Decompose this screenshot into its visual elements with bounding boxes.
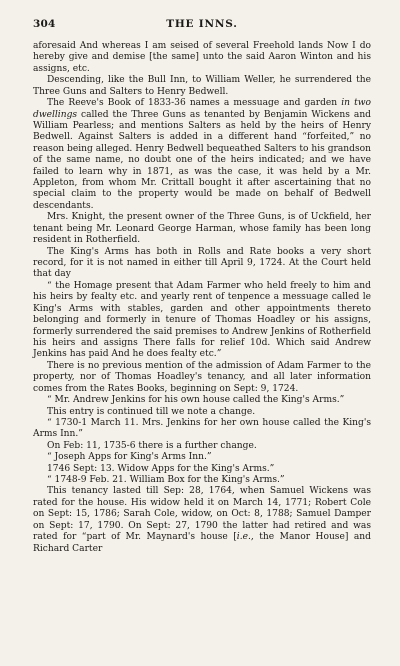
paragraph-2: Descending, like the Bull Inn, to William Weller, he surrendered the Three Guns and Salters to Henry Bedwell. [33, 75, 371, 97]
paragraph-7: There is no previous mention of the admission of Adam Farmer to the property, nor of Thomas Hoadley's tenancy, and all later information comes from the Rates Books, beginning on Sept: 9, 1724. [33, 360, 371, 394]
paragraph-3-lead: The Reeve's Book of 1833-36 names a messuage and garden [47, 98, 342, 109]
entry-1746: 1746 Sept: 13. Widow Apps for the King's Arms.” [47, 463, 275, 474]
quoted-entry-1748: “ 1748-9 Feb. 21. William Box for the King's Arms.” [47, 475, 285, 486]
paragraph-4: Mrs. Knight, the present owner of the Three Guns, is of Uckfield, her tenant being Mr. Leonard George Harman, whose family has been long resident in Rotherfield. [33, 212, 371, 246]
paragraph-15-italic: i.e. [236, 532, 251, 543]
quoted-record-court: “ the Homage present that Adam Farmer who held freely to him and his heirs by fealty etc. and yearly rent of tenpence a messuage called le King's Arms with stables, garden and other appointments thereto belonging and formerly in tenure of Thomas Hoadley or his assigns, formerly surrendered the said premises to Andrew Jenkins of Rotherfield his heirs and assigns There falls for relief 10d. Which said Andrew Jenkins has paid And he does fealty etc.” [33, 280, 371, 360]
paragraph-3-italic: in two dwellings [33, 98, 372, 120]
running-title: THE INNS. [166, 18, 238, 30]
body-text [33, 41, 371, 555]
paragraph-15-lead: This tenancy lasted till Sep: 28, 1764, when Samuel Wickens was rated for the house. His widow held it on March 14, 1771; Robert Cole on Sept: 15, 1786; Sarah Cole, widow, on Oct: 8, 1788; Samuel Damper on Sept: 17, 1790. On Sept: 27, 1790 the latter had retired and was rated for “part of Mr. Maynard's house [ [33, 486, 371, 543]
quoted-entry-1724: “ Mr. Andrew Jenkins for his own house called the King's Arms.” [47, 395, 345, 406]
quoted-entry-1730: “ 1730-1 March 11. Mrs. Jenkins for her own house called the King's Arms Inn.” [33, 417, 371, 440]
paragraph-9: This entry is continued till we note a change. [47, 406, 256, 417]
paragraph-11: On Feb: 11, 1735-6 there is a further change. [47, 440, 257, 451]
paragraph-5: The King's Arms has both in Rolls and Rate books a very short record, for it is not named in either till April 9, 1724. At the Court held that day [33, 246, 371, 280]
paragraph-1: aforesaid And whereas I am seised of several Freehold lands Now I do hereby give and demise [the same] unto the said Aaron Winton and his assigns, etc. [33, 41, 371, 74]
quoted-entry-apps: “ Joseph Apps for King's Arms Inn.” [47, 452, 212, 463]
paragraph-15-rest: , the Manor House] and Richard Carter [33, 532, 371, 554]
paragraph-3 [33, 98, 371, 212]
page-number: 304 [33, 18, 56, 30]
running-head [33, 18, 371, 35]
paragraph-15 [33, 486, 371, 555]
paragraph-3-rest: called the Three Guns as tenanted by Benjamin Wickens and William Pearless; and mentions Salters as held by the heirs of Henry Bedwell. Against Salters is added in a different hand “forfeited,” no reason being alleged. Henry Bedwell bequeathed Salters to his grandson of the same name, no doubt one of the heirs indicated; and we have failed to learn why in 1871, as was the case, it was held by a Mr. Appleton, from whom Mr. Crittall bought it after ascertaining that no special claim to the property would be made on behalf of Bedwell descendants. [33, 109, 371, 211]
